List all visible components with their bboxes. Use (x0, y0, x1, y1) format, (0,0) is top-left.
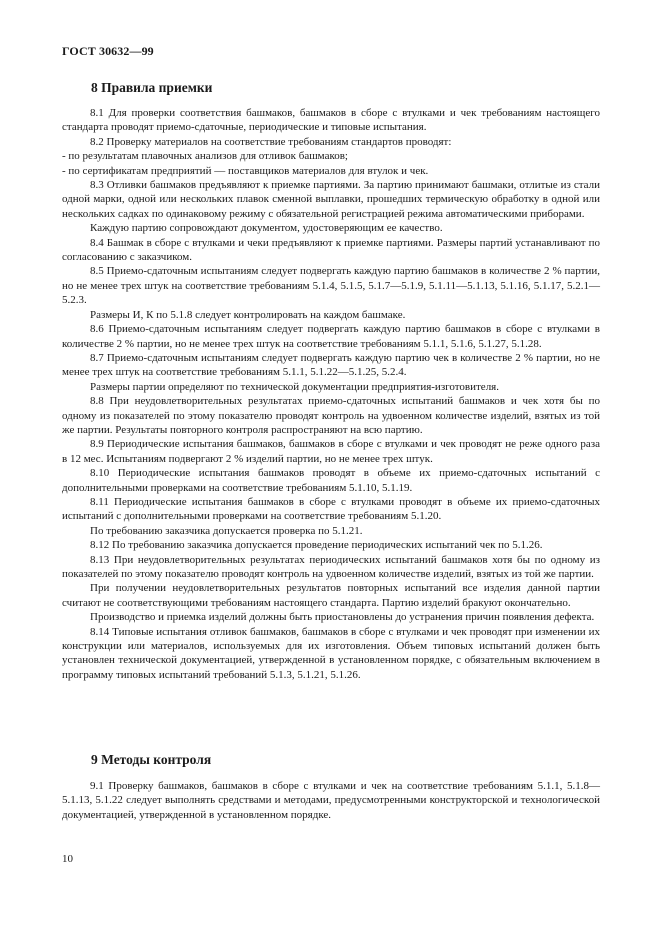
paragraph: Производство и приемка изделий должны быть приостановлены до устранения причин появления дефекта. (90, 611, 595, 624)
paragraph: Размеры партии определяют по технической документации предприятия-изготовителя. (90, 380, 499, 393)
section-8-title: 8 Правила приемки (91, 80, 213, 95)
list-item: - по результатам плавочных анализов для отливок башмаков; (62, 150, 348, 163)
paragraph: 8.14 Типовые испытания отливок башмаков, башмаков в сборе с втулками и чек проводят при изменении их конструкции или материалов, используемых для их изготовления. Объем типовых испытаний должен быть установлен технической документацией, утвержденной в установленном порядке, с обязательным включением в программу типовых испытаний требований 5.1.3, 5.1.21, 5.1.26. (62, 625, 600, 681)
list-item: - по сертификатам предприятий — поставщиков материалов для втулок и чек. (62, 164, 429, 177)
section-9-title: 9 Методы контроля (91, 752, 212, 767)
section-9-body (62, 779, 600, 822)
paragraph: 8.11 Периодические испытания башмаков в сборе с втулками проводят в объеме их приемо-сдаточных испытаний с дополнительными проверками на соответствие требованиям 5.1.20. (62, 495, 600, 523)
paragraph: Размеры И, К по 5.1.8 следует контролировать на каждом башмаке. (90, 308, 406, 321)
paragraph: 8.2 Проверку материалов на соответствие требованиям стандартов проводят: (90, 135, 452, 148)
page-number: 10 (62, 853, 73, 865)
paragraph: 9.1 Проверку башмаков, башмаков в сборе с втулками и чек на соответствие требованиям 5.1.1, 5.1.8—5.1.13, 5.1.22 следует выполнять средствами и методами, предусмотренными конструкторской и технологической документацией, утвержденной в установленном порядке. (62, 780, 600, 821)
paragraph: 8.7 Приемо-сдаточным испытаниям следует подвергать каждую партию чек в количестве 2 % партии, но не менее трех штук на соответствие требованиям 5.1.1, 5.1.22—5.1.25, 5.2.4. (62, 351, 600, 379)
paragraph: 8.13 При неудовлетворительных результатах периодических испытаний башмаков хотя бы по одному из показателей по этому показателю проводят контроль на удвоенном количестве изделий, взятых из той же партии. (62, 553, 600, 580)
paragraph: 8.1 Для проверки соответствия башмаков, башмаков в сборе с втулками и чек требованиям настоящего стандарта проводят приемо-сдаточные, периодические и типовые испытания. (62, 107, 600, 134)
paragraph: 8.8 При неудовлетворительных результатах приемо-сдаточных испытаний башмаков и чек хотя бы по одному из показателей по этому показателю проводят контроль на удвоенном количестве изделий, взятых из той же партии. Результаты повторного контроля распространяют на всю партию. (62, 395, 600, 436)
paragraph: При получении неудовлетворительных результатов повторных испытаний все изделия данной партии считают не соответствующими требованиям настоящего стандарта. Партию изделий бракуют окончательно. (62, 582, 600, 609)
paragraph: 8.9 Периодические испытания башмаков, башмаков в сборе с втулками и чек проводят не реже одного раза в 12 мес. Испытаниям подвергают 2 % изделий партии, но не менее трех штук. (62, 438, 600, 465)
paragraph: 8.5 Приемо-сдаточным испытаниям следует подвергать каждую партию башмаков в количестве 2 % партии, но не менее трех штук на соответствие требованиям 5.1.4, 5.1.5, 5.1.7—5.1.9, 5.1.11—5.1.13, 5.1.16, 5.1.17, 5.2.1—5.2.3. (62, 265, 600, 307)
paragraph: 8.6 Приемо-сдаточным испытаниям следует подвергать каждую партию башмаков в сборе с втулками в количестве 2 % партии, но не менее трех штук на соответствие требованиям 5.1.1, 5.1.6, 5.1.27, 5.1.28. (62, 323, 600, 350)
paragraph: 8.12 По требованию заказчика допускается проведение периодических испытаний чек по 5.1.26. (90, 539, 543, 552)
document-code-header: ГОСТ 30632—99 (62, 44, 154, 58)
paragraph: По требованию заказчика допускается проверка по 5.1.21. (90, 524, 363, 537)
section-8-body (62, 106, 600, 682)
paragraph: Каждую партию сопровождают документом, удостоверяющим ее качество. (90, 222, 443, 235)
paragraph: 8.10 Периодические испытания башмаков проводят в объеме их приемо-сдаточных испытаний с дополнительными проверками на соответствие требованиям 5.1.10, 5.1.19. (62, 467, 600, 494)
paragraph: 8.4 Башмак в сборе с втулками и чеки предъявляют к приемке партиями. Размеры партий устанавливают по согласованию с заказчиком. (62, 236, 600, 264)
paragraph: 8.3 Отливки башмаков предъявляют к приемке партиями. За партию принимают башмаки, отлитые из стали одной марки, одной или нескольких плавок сменной выплавки, прошедших термическую обработку в одной или нескольких садках по одинаковому режиму с обязательной регистрацией режима автоматическими приборами. (62, 179, 600, 220)
